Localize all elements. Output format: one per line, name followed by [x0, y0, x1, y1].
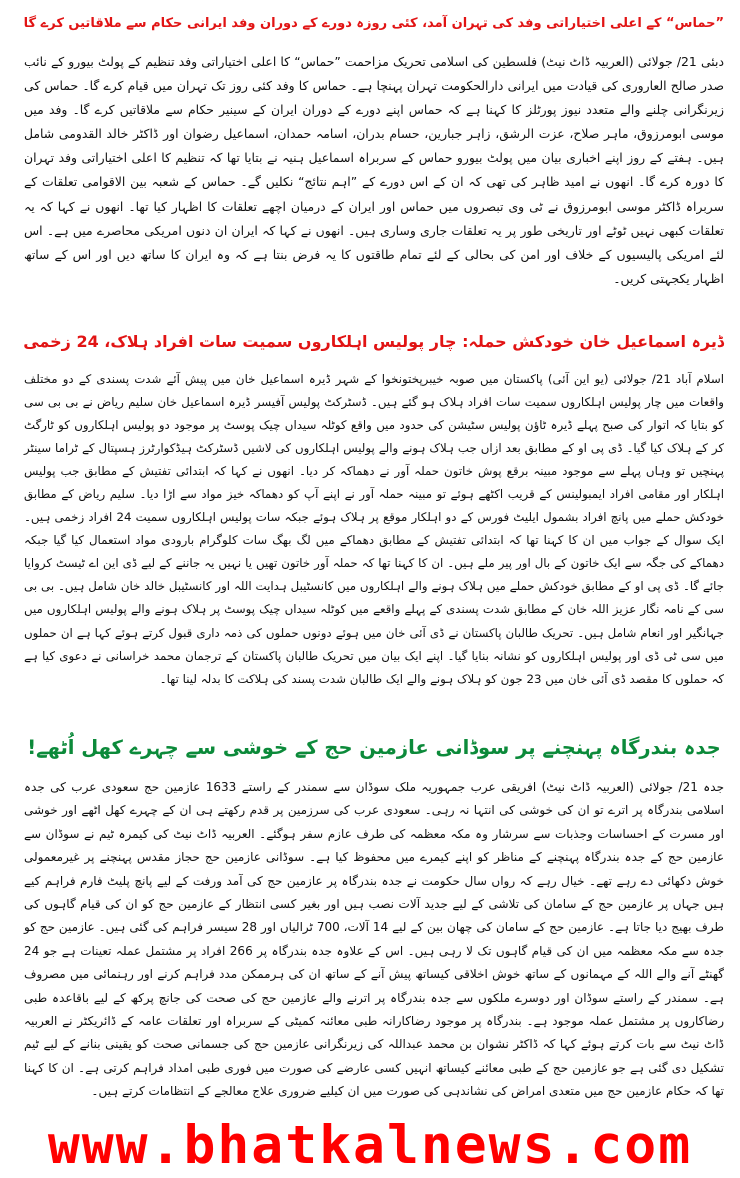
article-body: اسلام آباد 21/ جولائی (یو این آئی) پاکستان میں صوبہ خیبرپختونخوا کے شہر ڈیرہ اسماعیل خان میں پیش آئے شدت پسندی کے دو مختلف واقعات میں چار پولیس اہلکاروں سمیت سات افراد ہلاک ہو گئے ہیں۔ ڈسٹرکٹ پولیس آفیسر ڈیرہ اسماعیل خان سلیم ریاض نے بی بی سی کو بتایا کہ اتوار کی صبح پہلے ڈیرہ ٹاؤن پولیس سٹیشن کی حدود میں واقع کوٹلہ سیداں چیک پوسٹ پر موجود دو پولیس اہلکاروں کو ٹارگٹ کر کے ہلاک کیا گیا۔ ڈی پی او کے مطابق بعد ازاں جب ہلاک ہونے والے پولیس اہلکاروں کی لاشیں ڈسٹرکٹ ہیڈکوارٹرز ہسپتال کے ٹراما سینٹر پہنچیں تو وہاں پہلے سے موجود مبینہ برقع پوش خاتون حملہ آور نے دھماکہ کر دیا۔ انھوں نے کہا کہ ابتدائی تفتیش کے مطابق جب پولیس اہلکار اور مقامی افراد ایمبولینس کے قریب اکٹھے ہوئے تو مبینہ حملہ آور نے اپنے آپ کو دھماکہ خیز مواد سے اڑا دیا۔ سلیم ریاض کے مطابق خودکش حملے میں پانچ افراد بشمول ایلیٹ فورس کے دو اہلکار موقع پر ہلاک ہوئے جبکہ سات پولیس اہلکاروں سمیت 24 افراد زخمی ہیں۔ ایک سوال کے جواب میں ان کا کہنا تھا کہ ابتدائی تفتیش کے مطابق دھماکے میں لگ بھگ سات کلوگرام بارودی مواد استعمال کیا گیا جبکہ دھماکے کی جگہ سے ایک خاتون کے بال اور پیر ملے ہیں۔ ان کا کہنا تھا کہ حملہ آور خاتون تھیں یا نہیں یہ جاننے کے لیے ڈی این اے ٹیسٹ کروایا جائے گا۔ ڈی پی او کے مطابق خودکش حملے میں ہلاک ہونے والے اہلکاروں میں کانسٹیبل ہدایت اللہ اور کانسٹیبل خالد خان شامل ہیں۔ بی بی سی کے نامہ نگار عزیز اللہ خان کے مطابق شدت پسندی کے پہلے واقعے میں کوٹلہ سیداں چیک پوسٹ پر ہلاک ہونے والے پولیس اہلکاروں میں جہانگیر اور انعام شامل ہیں۔ تحریک طالبان پاکستان نے ڈی آئی خان میں ہوئے دونوں حملوں کی ذمہ داری قبول کرتے ہوئے کہا ہے ان حملوں میں سی ٹی ڈی اور پولیس اہلکاروں کو نشانہ بنایا گیا۔ اپنے ایک بیان میں تحریک طالبان پاکستان کے ترجمان محمد خراسانی نے دعوی کیا ہے کہ حملوں کا مقصد ڈی آئی خان میں 23 جون کو ہلاک ہونے والے ایک طالبان شدت پسند کی ہلاکت کا بدلہ لینا تھا۔: [24, 372, 724, 686]
article-headline: جدہ بندرگاہ پہنچنے پر سوڈانی عازمین حج کے خوشی سے چہرے کھل اُٹھے!: [27, 736, 721, 759]
article-body: دبئی 21/ جولائی (العربیہ ڈاٹ نیٹ) فلسطین کی اسلامی تحریک مزاحمت ”حماس“ کا اعلی اختیاراتی وفد تنظیم کے پولٹ بیورو کے نائب صدر صالح العاروری کی قیادت میں ایرانی دارالحکومت تہران پہنچا ہے۔ حماس کا وفد کئی روز تک تہران میں قیام کرے گا۔ حماس کی زیرنگرانی چلنے والے متعدد نیوز پورٹلز کا کہنا ہے کہ حماس اپنے دورے کے دوران ایران کے سینیر حکام سے ملاقاتیں کرے گا۔ وفد میں موسی ابومرزوق، ماہر صلاح، عزت الرشق، زاہر جبارین، حسام بدران، اسامہ حمدان، اسماعیل رضوان اور ڈاکٹر خالد القدومی شامل ہیں۔ ہفتے کے روز اپنے اخباری بیان میں پولٹ بیورو حماس کے سربراہ اسماعیل ہنیہ نے بتایا تھا کہ تنظیم کا اعلی اختیاراتی وفد تہران کا دورہ کرے گا۔ انھوں نے امید ظاہر کی تھی کہ ان کے اس دورے کے ”اہم نتائج“ نکلیں گے۔ حماس کے شعبہ بین الاقوامی تعلقات کے سربراہ ڈاکٹر موسی ابومرزوق نے ٹی وی تبصروں میں حماس اور ایران کے درمیان اچھے تعلقات کا اظہار کیا تھا۔ انھوں نے کہا کہ یہ تعلقات کبھی نہیں ٹوٹے اور تاریخی طور پر یہ تعلقات جاری وساری ہیں۔ انھوں نے کہا کہ ایران ان دنوں امریکی محاصرے میں ہے۔ اس لئے امریکی پالیسیوں کے خلاف اور امن کی بحالی کے لئے تمام طاقتوں کا یہ فرض بنتا ہے کہ وہ ایران کا ساتھ دیں اور اس کے ساتھ اظہار یکجہتی کریں۔: [24, 54, 724, 286]
article-body: جدہ 21/ جولائی (العربیہ ڈاٹ نیٹ) افریقی عرب جمہوریہ ملک سوڈان سے سمندر کے راستے 1633 عازمین حج سعودی عرب کی جدہ اسلامی بندرگاہ پر اترے تو ان کی خوشی کی انتہا نہ رہی۔ سعودی عرب کی سرزمین پر قدم رکھتے ہی ان کے چہرے کھل اٹھے اور خوشی اور مسرت کے احساسات وجذبات سے سرشار وہ مکہ معظمہ کی طرف عازم سفر ہوگئے۔ العربیہ ڈاٹ نیٹ کی کیمرہ ٹیم نے سوڈان سے عازمین حج کے جدہ بندرگاہ پہنچنے کے مناظر کو اپنے کیمرے میں محفوظ کیا ہے۔ سوڈانی عازمین حج حجاز مقدس پہنچنے پر غیرمعمولی خوش دکھائی دے رہے تھے۔ خیال رہے کہ رواں سال حکومت نے جدہ بندرگاہ پر عازمین حج کی آمد ورفت کے لیے پانچ پلیٹ فارم فراہم کیے ہیں جہاں پر عازمین حج کے سامان کی تلاشی کے لیے جدید آلات نصب ہیں اور بغیر کسی انتظار کے عازمین حج کو ان کی قیام گاہوں کی طرف بھیج دیا جاتا ہے۔ عازمین حج کے سامان کی چھان بین کے لیے 14 آلات، 700 ٹرالیاں اور 28 سیسر فراہم کی گئی ہیں۔ عازمین حج کو جدہ سے مکہ معظمہ میں ان کی قیام گاہوں تک لا رہی ہیں۔ اس کے علاوہ جدہ بندرگاہ پر 266 افراد پر مشتمل عملہ تعینات ہے جو 24 گھنٹے آنے والے اللہ کے مہمانوں کے ساتھ خوش اخلاقی کیساتھ پیش آنے کے ساتھ ان کی ہرممکن مدد فراہم کرنے اور رہنمائی میں مصروف ہے۔ سمندر کے راستے سوڈان اور دوسرے ملکوں سے جدہ بندرگاہ پر اترنے والے عازمین حج کی صحت کی جانچ پرکھ کے لیے باقاعدہ طبی رضاکاروں پر مشتمل عملہ موجود ہے۔ بندرگاہ پر موجود رضاکارانہ طبی معائنہ کمیٹی کے سربراہ اور تعلقات عامہ کے ڈائریکٹر نے العربیہ ڈاٹ نیٹ سے بات کرتے ہوئے کہا کہ ڈاکٹر نشوان بن محمد عبداللہ کی زیرنگرانی عازمین حج کی جسمانی صحت کو یقینی بنانے کے لیے ٹیم تشکیل دی گئی ہے جو عازمین حج کے طبی معائنے کیساتھ انہیں کسی عارضے کی صورت میں فوری طبی امداد فراہم کرتی ہے۔ ان کا کہنا تھا کہ حکام عازمین حج میں متعدی امراض کی نشاندہی کی صورت میں ان کیلیے ضروری علاج معالجے کے انتظامات کرتے ہیں۔: [24, 780, 725, 1099]
article-headline: ڈیرہ اسماعیل خان خودکش حملہ: چار پولیس اہلکاروں سمیت سات افراد ہلاک، 24 زخمی: [23, 332, 724, 351]
site-footer: [0, 1116, 740, 1176]
article-hamas-delegation: [24, 4, 724, 291]
article-dera-ismail-khan-attack: [24, 322, 724, 691]
site-url[interactable]: www.bhatkalnews.com: [47, 1115, 693, 1176]
article-sudanese-pilgrims-jeddah: [24, 726, 724, 1104]
article-headline: ”حماس“ کے اعلی اختیاراتی وفد کی تہران آمد، کئی روزہ دورے کے دوران وفد ایرانی حکام سے ملاقاتیں کرے گا: [23, 16, 724, 31]
